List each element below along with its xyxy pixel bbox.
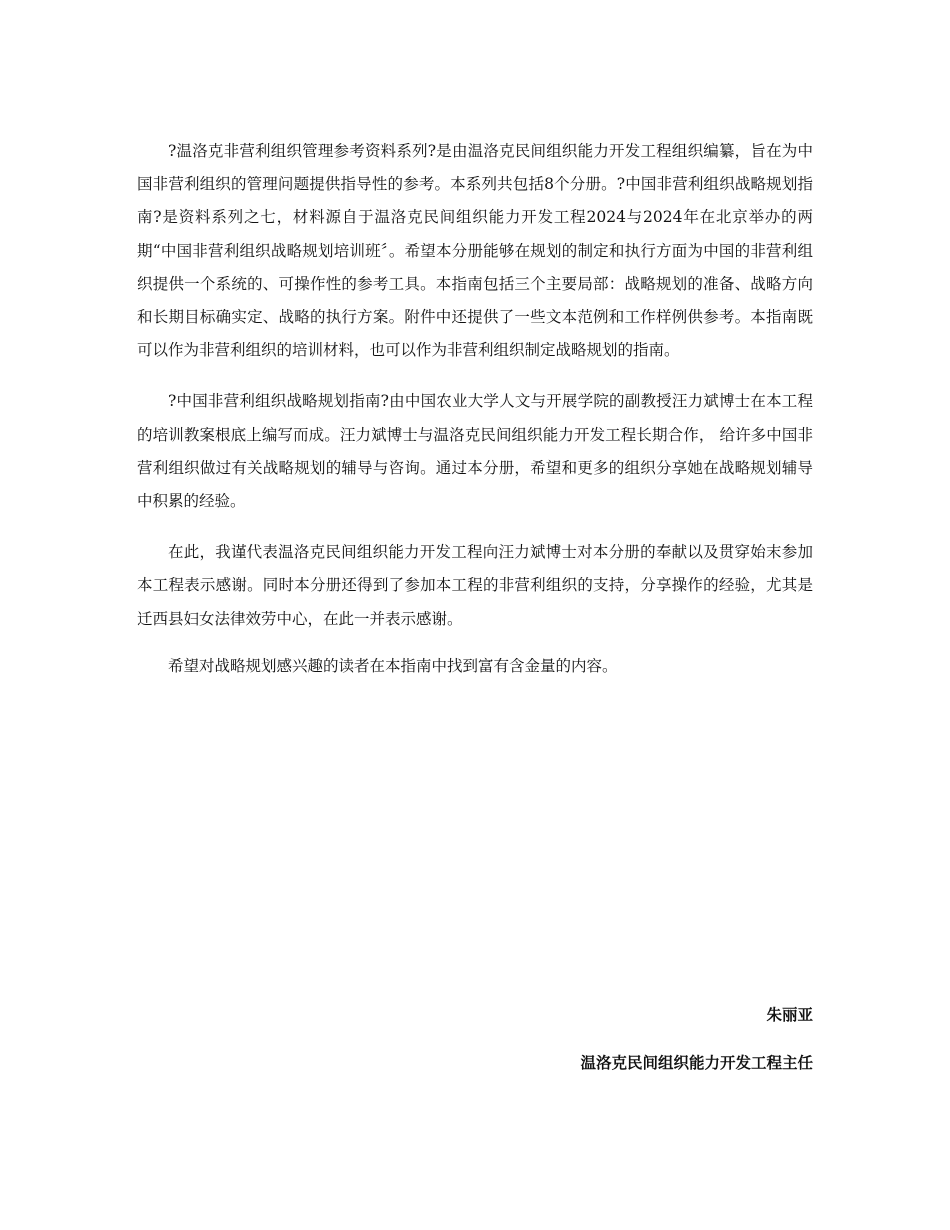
paragraph-series-intro: ?温洛克非营利组织管理参考资料系列?是由温洛克民间组织能力开发工程组织编纂，旨在为中国非营利组织的管理问题提供指导性的参考。本系列共包括8个分册。?中国非营利组织战略规划指南?是资料系列之七，材料源自于温洛克民间组织能力开发工程2024与2024年在北京举办的两期“中国非营利组织战略规划培训班〞。希望本分册能够在规划的制定和执行方面为中国的非营利组织提供一个系统的、可操作性的参考工具。本指南包括三个主要局部：战略规划的准备、战略方向和长期目标确实定、战略的执行方案。附件中还提供了一些文本范例和工作样例供参考。本指南既可以作为非营利组织的培训材料，也可以作为非营利组织制定战略规划的指南。 <box>137 142 813 360</box>
paragraph-author-intro: ?中国非营利组织战略规划指南?由中国农业大学人文与开展学院的副教授汪力斌博士在本工程的培训教案根底上编写而成。汪力斌博士与温洛克民间组织能力开发工程长期合作， 给许多中国非营利组织做过有关战略规划的辅导与咨询。通过本分册，希望和更多的组织分享她在战略规划辅导中积累的经验。 <box>137 392 813 511</box>
signature-name: 朱丽亚 <box>766 1006 813 1024</box>
paragraph-acknowledgement: 在此，我谨代表温洛克民间组织能力开发工程向汪力斌博士对本分册的奉献以及贯穿始末参加本工程表示感谢。同时本分册还得到了参加本工程的非营利组织的支持，分享操作的经验，尤其是迁西县妇女法律效劳中心，在此一并表示感谢。 <box>137 543 813 628</box>
signature-title: 温洛克民间组织能力开发工程主任 <box>580 1054 813 1072</box>
preface-body <box>137 135 813 683</box>
paragraph-closing-wish: 希望对战略规划感兴趣的读者在本指南中找到富有含金量的内容。 <box>168 656 618 675</box>
